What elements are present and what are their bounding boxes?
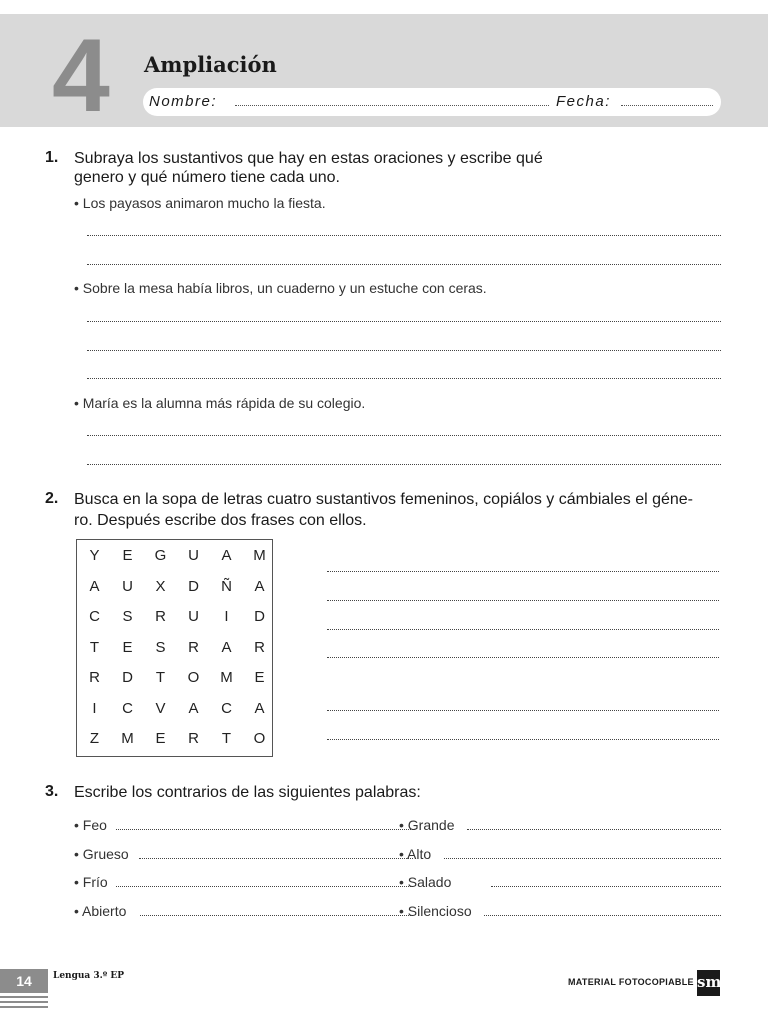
word-search-cell[interactable]: T <box>221 730 232 747</box>
word-search-cell[interactable]: E <box>254 669 265 686</box>
antonym-item-abierto <box>74 903 126 919</box>
word-search-cell[interactable]: Z <box>89 730 100 747</box>
antonym-word: • Grande <box>399 817 455 833</box>
word-search-cell[interactable]: R <box>188 638 199 656</box>
antonym-answer-line[interactable] <box>484 915 721 916</box>
page-title: Ampliación <box>144 52 277 77</box>
book-label: Lengua 3.º EP <box>53 971 125 981</box>
antonym-word: • Alto <box>399 846 432 862</box>
word-search-cell[interactable]: D <box>254 608 265 625</box>
antonym-answer-line[interactable] <box>444 858 721 859</box>
word-search-cell[interactable]: G <box>154 547 167 564</box>
exercise-1-number: 1. <box>45 149 59 166</box>
word-search-cell[interactable]: C <box>122 699 133 717</box>
antonym-answer-line[interactable] <box>116 886 413 887</box>
word-search-cell[interactable]: T <box>89 638 100 656</box>
date-label: Fecha: <box>556 93 611 110</box>
exercise-3-instruction: Escribe los contrarios de las siguientes palabras: <box>74 784 421 801</box>
exercise-3-number: 3. <box>45 783 59 800</box>
word-search-cell[interactable]: R <box>155 608 166 625</box>
answer-line[interactable] <box>87 321 721 322</box>
word-search-cell[interactable]: E <box>155 730 166 747</box>
word-search-cell[interactable]: M <box>253 547 266 564</box>
exercise-2-instruction-line2: ro. Después escribe dos frases con ellos. <box>74 512 367 529</box>
exercise-2-number: 2. <box>45 490 59 507</box>
antonym-item-grande <box>399 817 455 833</box>
antonym-item-salado <box>399 874 451 890</box>
antonym-word: • Feo <box>74 817 107 833</box>
sentence-1: • Los payasos animaron mucho la fiesta. <box>74 195 326 211</box>
antonym-word: • Silencioso <box>399 903 472 919</box>
material-label: MATERIAL FOTOCOPIABLE <box>568 977 694 987</box>
word-search-cell[interactable]: C <box>89 608 100 625</box>
answer-line[interactable] <box>87 435 721 436</box>
exercise-2-instruction-line1: Busca en la sopa de letras cuatro sustantivos femeninos, copiálos y cámbiales el géne- <box>74 491 694 508</box>
answer-line[interactable] <box>87 350 721 351</box>
antonym-item-grueso <box>74 846 129 862</box>
antonym-answer-line[interactable] <box>116 829 413 830</box>
sm-logo: sm <box>697 970 720 996</box>
word-search-cell[interactable]: Y <box>89 547 100 564</box>
word-search-cell[interactable]: C <box>221 699 232 717</box>
word-search-cell[interactable]: O <box>187 669 200 686</box>
word-search-cell[interactable]: S <box>155 638 166 656</box>
word-search-cell[interactable]: A <box>188 699 199 717</box>
word-search-cell[interactable]: A <box>254 699 265 717</box>
name-date-bar <box>143 88 721 116</box>
word-search-cell[interactable]: D <box>122 669 133 686</box>
sentence-3: • María es la alumna más rápida de su colegio. <box>74 395 366 411</box>
word-search-cell[interactable]: A <box>221 547 232 564</box>
footer-stripe <box>0 996 48 998</box>
antonym-word: • Abierto <box>74 903 127 919</box>
date-field[interactable] <box>621 105 713 106</box>
word-search-cell[interactable]: E <box>122 547 133 564</box>
sentence-2: • Sobre la mesa había libros, un cuaderno y un estuche con ceras. <box>74 280 487 296</box>
word-search-cell[interactable]: R <box>254 638 265 656</box>
antonym-word: • Grueso <box>74 846 129 862</box>
word-search-cell[interactable]: M <box>121 730 134 747</box>
word-search-cell[interactable]: V <box>155 699 166 717</box>
word-search-cell[interactable]: E <box>122 638 133 656</box>
answer-line[interactable] <box>327 710 719 711</box>
word-search-cell[interactable]: Ñ <box>221 577 232 595</box>
word-search-cell[interactable]: M <box>220 669 233 686</box>
word-search-cell[interactable]: A <box>254 577 265 595</box>
name-field[interactable] <box>235 105 549 106</box>
footer-stripe <box>0 1001 48 1003</box>
antonym-answer-line[interactable] <box>467 829 721 830</box>
exercise-1-instruction-line1: Subraya los sustantivos que hay en estas oraciones y escribe qué <box>74 150 543 167</box>
word-search-cell[interactable]: R <box>188 730 199 747</box>
word-search-cell[interactable]: I <box>224 608 229 625</box>
answer-line[interactable] <box>87 464 721 465</box>
answer-line[interactable] <box>87 378 721 379</box>
answer-line[interactable] <box>87 235 721 236</box>
word-search-cell[interactable]: U <box>188 547 199 564</box>
antonym-answer-line[interactable] <box>139 858 413 859</box>
word-search-grid[interactable] <box>76 539 273 757</box>
word-search-cell[interactable]: R <box>89 669 100 686</box>
antonym-item-feo <box>74 817 107 833</box>
footer-stripe <box>0 1006 48 1008</box>
antonym-item-silencioso <box>399 903 472 919</box>
word-search-cell[interactable]: X <box>155 577 166 595</box>
antonym-item-alto <box>399 846 431 862</box>
word-search-cell[interactable]: A <box>221 638 232 656</box>
antonym-answer-line[interactable] <box>491 886 721 887</box>
answer-line[interactable] <box>87 264 721 265</box>
word-search-cell[interactable]: I <box>92 699 97 717</box>
answer-line[interactable] <box>327 600 719 601</box>
word-search-cell[interactable]: O <box>253 730 266 747</box>
name-label: Nombre: <box>149 93 218 110</box>
unit-number: 4 <box>52 18 110 134</box>
word-search-cell[interactable]: A <box>89 577 100 595</box>
word-search-cell[interactable]: S <box>122 608 133 625</box>
word-search-cell[interactable]: T <box>155 669 166 686</box>
answer-line[interactable] <box>327 739 719 740</box>
antonym-word: • Salado <box>399 874 452 890</box>
answer-line[interactable] <box>327 571 719 572</box>
answer-line[interactable] <box>327 629 719 630</box>
answer-line[interactable] <box>327 657 719 658</box>
word-search-cell[interactable]: U <box>188 608 199 625</box>
page-number: 14 <box>0 969 48 993</box>
antonym-item-frio <box>74 874 108 890</box>
antonym-answer-line[interactable] <box>140 915 413 916</box>
exercise-1-instruction-line2: genero y qué número tiene cada uno. <box>74 169 340 186</box>
word-search-cell[interactable]: U <box>122 577 133 595</box>
antonym-word: • Frío <box>74 874 108 890</box>
word-search-cell[interactable]: D <box>188 577 199 595</box>
